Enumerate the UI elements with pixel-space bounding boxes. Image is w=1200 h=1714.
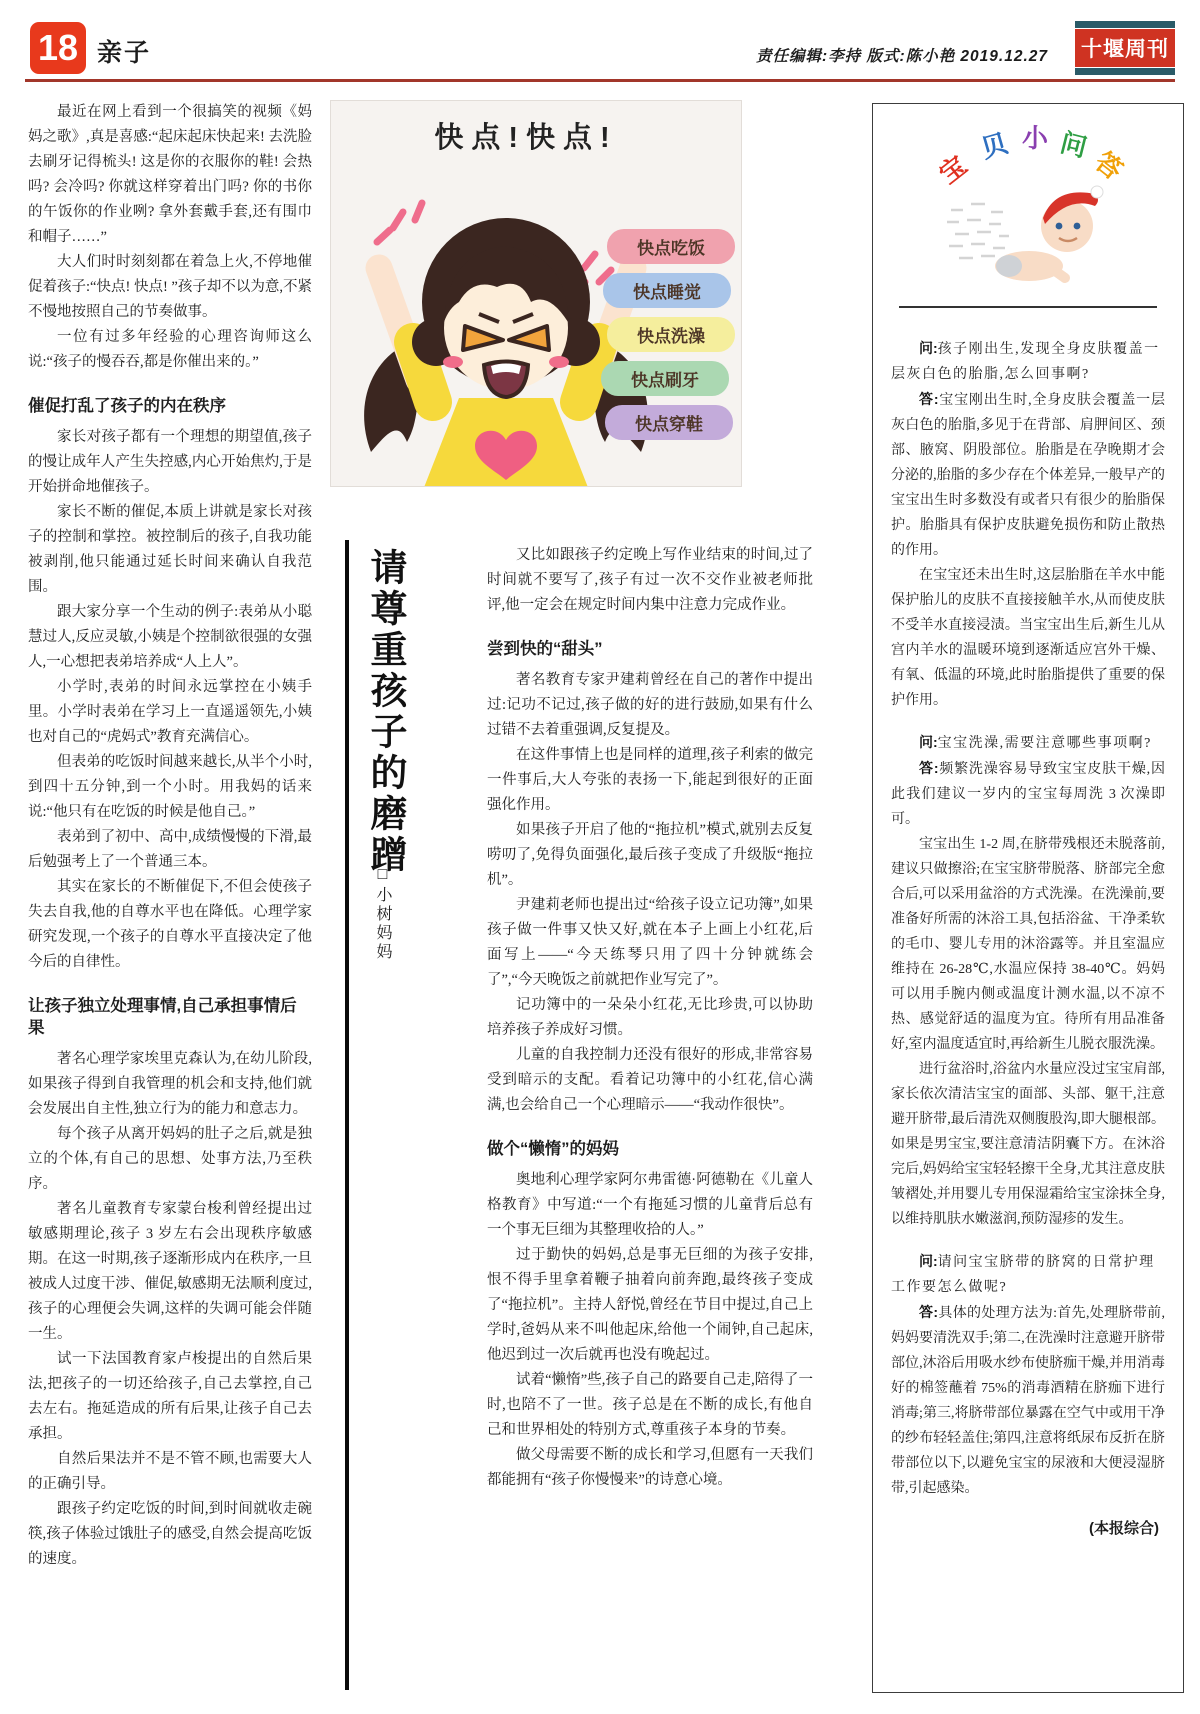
paragraph: 做父母需要不断的成长和学习,但愿有一天我们都能拥有“孩子你慢慢来”的诗意心境。 <box>487 1447 813 1488</box>
qa-answer: 答:频繁洗澡容易导致宝宝皮肤干燥,因此我们建议一岁内的宝宝每周洗 3 次澡即可。 <box>891 760 1165 827</box>
word-cloud-texture <box>947 204 1009 258</box>
left-column <box>28 100 312 1696</box>
hurry-bubble: 快点刷牙 <box>601 361 729 396</box>
article-author: □小树妈妈 <box>374 866 391 962</box>
header-rule <box>25 79 1175 82</box>
qa-answer: 答:宝宝刚出生时,全身皮肤会覆盖一层灰白色的胎脂,多见于在背部、肩胛间区、颈部、腋窝、阴股部位。胎脂是在孕晚期才会分泌的,胎脂的多少存在个体差异,一般早产的宝宝出生时多数没有或者只有很少的胎脂保护。胎脂具有保护皮肤避免损伤和防止散热的作用。 <box>891 391 1165 558</box>
baby-icon <box>929 168 1129 288</box>
qa-byline: (本报综合) <box>1089 1520 1159 1537</box>
masthead-title: 十堰周刊 <box>1075 29 1175 67</box>
paragraph: 儿童的自我控制力还没有很好的形成,非常容易受到暗示的支配。看着记功簿中的小红花,信心满满,也会给自己一个心理暗示——“我动作很快”。 <box>487 1047 813 1113</box>
paragraph: 家长不断的催促,本质上讲就是家长对孩子的控制和掌控。被控制后的孩子,自我功能被剥削,他只能通过延长时间来确认自我范围。 <box>28 504 312 595</box>
section-title: 亲子 <box>97 39 152 67</box>
qa-question: 问:宝宝洗澡,需要注意哪些事项啊? <box>919 734 1152 751</box>
middle-column <box>487 543 813 1698</box>
paragraph: 大人们时时刻刻都在着急上火,不停地催促着孩子:“快点! 快点! ”孩子却不以为意,不紧不慢地按照自己的节奏做事。 <box>28 254 312 320</box>
qa-question: 问:孩子刚出生,发现全身皮肤覆盖一层灰白色的胎脂,怎么回事啊? <box>891 340 1160 382</box>
qa-box <box>872 103 1184 1693</box>
paragraph: 著名心理学家埃里克森认为,在幼儿阶段,如果孩子得到自我管理的机会和支持,他们就会发展出自主性,独立行为的能力和意志力。 <box>28 1051 312 1117</box>
paragraph: 在这件事情上也是同样的道理,孩子利索的做完一件事后,大人夸张的表扬一下,能起到很好的正面强化作用。 <box>487 747 813 813</box>
hat-pompom <box>1091 186 1103 198</box>
paragraph: 又比如跟孩子约定晚上写作业结束的时间,过了时间就不要写了,孩子有过一次不交作业被老师批评,他一定会在规定时间内集中注意力完成作业。 <box>487 547 813 613</box>
paragraph: 表弟到了初中、高中,成绩慢慢的下滑,最后勉强考上了一个普通三本。 <box>28 829 312 870</box>
hurry-bubble: 快点洗澡 <box>607 317 735 352</box>
article-title: 请尊重孩子的磨蹭 <box>364 548 405 876</box>
qa-answer: 在宝宝还未出生时,这层胎脂在羊水中能保护胎儿的皮肤不直接接触羊水,从而使皮肤不受羊水直接浸渍。当宝宝出生后,新生儿从宫内羊水的温暖环境到逐渐适应宫外干燥、有氧、低温的环境,此时胎脂提供了重要的保护作用。 <box>891 568 1165 708</box>
qa-title-char: 宝 <box>933 149 973 190</box>
masthead-bottom-bar <box>1075 68 1175 75</box>
paragraph: 著名儿童教育专家蒙台梭利曾经提出过敏感期理论,孩子 3 岁左右会出现秩序敏感期。在这一时期,孩子逐渐形成内在秩序,一旦被成人过度干涉、催促,敏感期无法顺利度过,孩子的心理便会失调,这样的失调可能会伴随一生。 <box>28 1201 312 1342</box>
qa-title-char: 小 <box>1022 123 1049 153</box>
section-heading: 催促打乱了孩子的内在秩序 <box>28 397 226 415</box>
paragraph: 跟孩子约定吃饭的时间,到时间就收走碗筷,孩子体验过饿肚子的感受,自然会提高吃饭的速度。 <box>28 1501 312 1567</box>
section-heading: 让孩子独立处理事情,自己承担事情后果 <box>28 997 297 1037</box>
paragraph: 跟大家分享一个生动的例子:表弟从小聪慧过人,反应灵敏,小姨是个控制欲很强的女强人,一心想把表弟培养成“人上人”。 <box>28 604 312 670</box>
qa-answer: 进行盆浴时,浴盆内水量应没过宝宝肩部,家长依次清洁宝宝的面部、头部、躯干,注意避开脐带,最后清洗双侧腹股沟,即大腿根部。如果是男宝宝,要注意清洁阴囊下方。在沐浴完后,妈妈给宝宝轻轻擦干全身,尤其注意皮肤皱褶处,并用婴儿专用保湿霜给宝宝涂抹全身,以维持肌肤水嫩滋润,预防湿疹的发生。 <box>891 1062 1165 1227</box>
question-label: 问: <box>919 734 938 750</box>
question-label: 问: <box>919 340 938 356</box>
masthead <box>1075 20 1175 76</box>
answer-label: 答: <box>919 1304 939 1320</box>
section-heading: 尝到快的“甜头” <box>487 640 603 658</box>
paragraph: 著名教育专家尹建莉曾经在自己的著作中提出过:记功不记过,孩子做的好的进行鼓励,如果有什么过错不去着重强调,反复提及。 <box>487 672 813 738</box>
qa-header-rule <box>899 306 1157 308</box>
cartoon-illustration <box>330 100 742 487</box>
qa-answer: 答:具体的处理方法为:首先,处理脐带前,妈妈要清洗双手;第二,在洗澡时注意避开脐带部位,沐浴后用吸水纱布使脐痂干燥,并用消毒好的棉签蘸着 75%的消毒酒精在脐痂下进行消毒;第三,将脐带部位暴露在空气中或用干净的纱布轻轻盖住;第四,注意将纸尿布反折在脐带部位以下,以避免宝宝的尿液和大便浸湿脐带,引起感染。 <box>891 1304 1166 1496</box>
hurry-bubble: 快点睡觉 <box>603 273 731 308</box>
paragraph: 过于勤快的妈妈,总是事无巨细的为孩子安排,恨不得手里拿着鞭子抽着向前奔跑,最终孩子变成了“拖拉机”。主持人舒悦,曾经在节目中提过,自己上学时,爸妈从来不叫他起床,给他一个闹钟,自己起床,他迟到过一次后就再也没有晚起过。 <box>487 1247 813 1363</box>
qa-header <box>891 116 1165 314</box>
hurry-bubbles <box>607 229 735 449</box>
section-heading: 做个“懒惰”的妈妈 <box>487 1140 619 1158</box>
title-rule <box>345 540 349 1690</box>
hurry-bubble: 快点吃饭 <box>607 229 735 264</box>
baby-diaper <box>996 255 1022 277</box>
paragraph: 最近在网上看到一个很搞笑的视频《妈妈之歌》,真是喜感:“起床起床快起来! 去洗脸去刷牙记得梳头! 这是你的衣服你的鞋! 会热吗? 会冷吗? 你就这样穿着出门吗? 你的书你的午饭你的作业咧? 拿外套戴手套,还有围巾和帽子……” <box>28 104 312 245</box>
question-label: 问: <box>919 1253 938 1269</box>
qa-answer: 宝宝出生 1-2 周,在脐带残根还未脱落前,建议只做擦浴;在宝宝脐带脱落、脐部完全愈合后,可以采用盆浴的方式洗澡。在洗澡前,要准备好所需的沐浴工具,包括浴盆、干净柔软的毛巾、婴儿专用的沐浴露等。并且室温应维持在 26-28℃,水温应保持 38-40℃。妈妈可以用手腕内侧或温度计测水温,以不凉不热、感觉舒适的温度为宜。待所有用品准备好,室内温度适宜时,再给新生儿脱衣服洗澡。 <box>891 837 1165 1052</box>
paragraph: 试着“懒惰”些,孩子自己的路要自己走,陪得了一时,也陪不了一世。孩子总是在不断的成长,有他自己和世界相处的特别方式,尊重孩子本身的节奏。 <box>487 1372 813 1438</box>
paragraph: 家长对孩子都有一个理想的期望值,孩子的慢让成年人产生失控感,内心开始焦灼,于是开始拼命地催孩子。 <box>28 429 312 495</box>
hurry-bubble: 快点穿鞋 <box>605 405 733 440</box>
paragraph: 如果孩子开启了他的“拖拉机”模式,就别去反复唠叨了,免得负面强化,最后孩子变成了升级版“拖拉机”。 <box>487 822 813 888</box>
answer-label: 答: <box>919 391 939 407</box>
blush-right <box>549 356 569 368</box>
editor-credit-line: 责任编辑:李持 版式:陈小艳 2019.12.27 <box>755 48 1048 65</box>
paragraph: 奥地利心理学家阿尔弗雷德·阿德勒在《儿童人格教育》中写道:“一个有拖延习惯的儿童背后总有一个事无巨细为其整理收拾的人。” <box>487 1172 813 1238</box>
page-number-badge: 18 <box>30 22 86 74</box>
illustration-caption: 快点!快点! <box>434 122 618 154</box>
paragraph: 每个孩子从离开妈妈的肚子之后,就是独立的个体,有自己的思想、处事方法,乃至秩序。 <box>28 1126 312 1192</box>
baby-eye-right <box>1074 223 1081 230</box>
paragraph: 尹建莉老师也提出过“给孩子设立记功簿”,如果孩子做一件事又快又好,就在本子上画上小红花,后面写上——“今天练琴只用了四十分钟就练会了”,“今天晚饭之前就把作业写完了”。 <box>487 897 813 988</box>
masthead-top-bar <box>1075 21 1175 28</box>
paragraph: 但表弟的吃饭时间越来越长,从半个小时,到四十五分钟,到一个小时。用我妈的话来说:“他只有在吃饭的时候是他自己。” <box>28 754 312 820</box>
paragraph: 自然后果法并不是不管不顾,也需要大人的正确引导。 <box>28 1451 312 1492</box>
baby-eye-left <box>1056 223 1063 230</box>
paragraph: 小学时,表弟的时间永远掌控在小姨手里。小学时表弟在学习上一直遥遥领先,小姨也对自己的“虎妈式”教育充满信心。 <box>28 679 312 745</box>
qa-question: 问:请问宝宝脐带的脐窝的日常护理工作要怎么做呢? <box>891 1253 1155 1295</box>
qa-title-char: 贝 <box>977 127 1012 164</box>
qa-title-char: 问 <box>1057 127 1090 163</box>
paragraph: 记功簿中的一朵朵小红花,无比珍贵,可以协助培养孩子养成好习惯。 <box>487 997 813 1038</box>
paragraph: 一位有过多年经验的心理咨询师这么说:“孩子的慢吞吞,都是你催出来的。” <box>28 329 312 370</box>
answer-label: 答: <box>919 760 939 776</box>
paragraph: 其实在家长的不断催促下,不但会使孩子失去自我,他的自尊水平也在降低。心理学家研究发现,一个孩子的自尊水平直接决定了他今后的自律性。 <box>28 879 312 970</box>
qa-title-char: 答 <box>1089 145 1129 186</box>
blush-left <box>443 356 463 368</box>
paragraph: 试一下法国教育家卢梭提出的自然后果法,把孩子的一切还给孩子,自己去掌控,自己去左右。拖延造成的所有后果,让孩子自己去承担。 <box>28 1351 312 1442</box>
